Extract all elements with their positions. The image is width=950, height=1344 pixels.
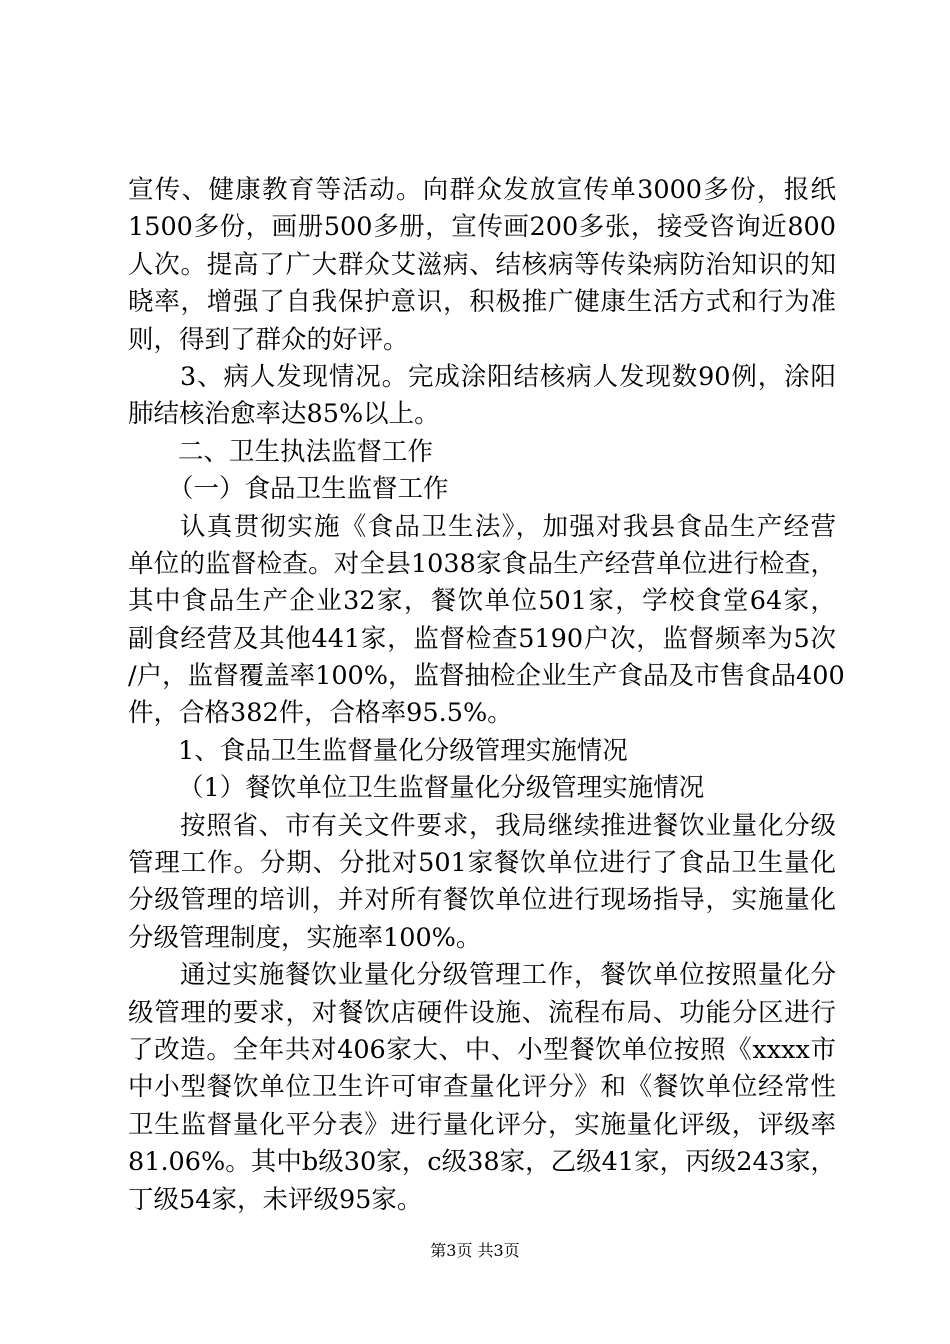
text-line: 管理工作。分期、分批对501家餐饮单位进行了食品卫生量化: [128, 848, 836, 879]
text-line: 单位的监督检查。对全县1038家食品生产经营单位进行检查，: [128, 548, 836, 579]
text-line: 81.06%。其中b级30家，c级38家，乙级41家，丙级243家，: [128, 1147, 836, 1178]
text-line: 中小型餐饮单位卫生许可审查量化评分》和《餐饮单位经常性: [128, 1072, 836, 1103]
text-line: 肺结核治愈率达85%以上。: [128, 399, 440, 430]
text-line: 人次。提高了广大群众艾滋病、结核病等传染病防治知识的知: [128, 249, 836, 280]
text-line: 丁级54家，未评级95家。: [128, 1184, 423, 1215]
text-line: 了改造。全年共对406家大、中、小型餐饮单位按照《xxxx市: [128, 1034, 836, 1065]
text-line: 件，合格382件，合格率95.5%。: [128, 698, 513, 729]
text-line: 1500多份，画册500多册，宣传画200多张，接受咨询近800: [128, 212, 836, 243]
text-line: /户，监督覆盖率100%，监督抽检企业生产食品及市售食品400: [128, 661, 845, 692]
document-body: [128, 172, 845, 1219]
text-line: 其中食品生产企业32家，餐饮单位501家，学校食堂64家，: [128, 586, 836, 617]
text-line: 通过实施餐饮业量化分级管理工作，餐饮单位按照量化分: [180, 960, 836, 991]
text-line: 认真贯彻实施《食品卫生法》，加强对我县食品生产经营: [180, 511, 836, 542]
text-line: 按照省、市有关文件要求，我局继续推进餐饮业量化分级: [180, 810, 836, 841]
subsection-heading: （一）食品卫生监督工作: [168, 474, 449, 505]
item-heading: （1）餐饮单位卫生监督量化分级管理实施情况: [178, 773, 705, 804]
text-line: 分级管理的培训，并对所有餐饮单位进行现场指导，实施量化: [128, 885, 836, 916]
text-line: 则，得到了群众的好评。: [128, 324, 409, 355]
section-heading: 二、卫生执法监督工作: [178, 436, 434, 467]
text-line: 分级管理制度，实施率100%。: [128, 922, 482, 953]
text-line: 级管理的要求，对餐饮店硬件设施、流程布局、功能分区进行: [128, 997, 836, 1028]
item-heading: 1、食品卫生监督量化分级管理实施情况: [178, 735, 628, 766]
text-line: 副食经营及其他441家，监督检查5190户次，监督频率为5次: [128, 623, 836, 654]
text-line: 晓率，增强了自我保护意识，积极推广健康生活方式和行为准: [128, 287, 836, 318]
text-line: 卫生监督量化平分表》进行量化评分，实施量化评级，评级率: [128, 1109, 836, 1140]
text-line: 宣传、健康教育等活动。向群众发放宣传单3000多份，报纸: [128, 175, 836, 205]
text-line: 3、病人发现情况。完成涂阳结核病人发现数90例，涂阳: [180, 361, 836, 392]
page-number: 第3页 共3页: [430, 1241, 520, 1260]
